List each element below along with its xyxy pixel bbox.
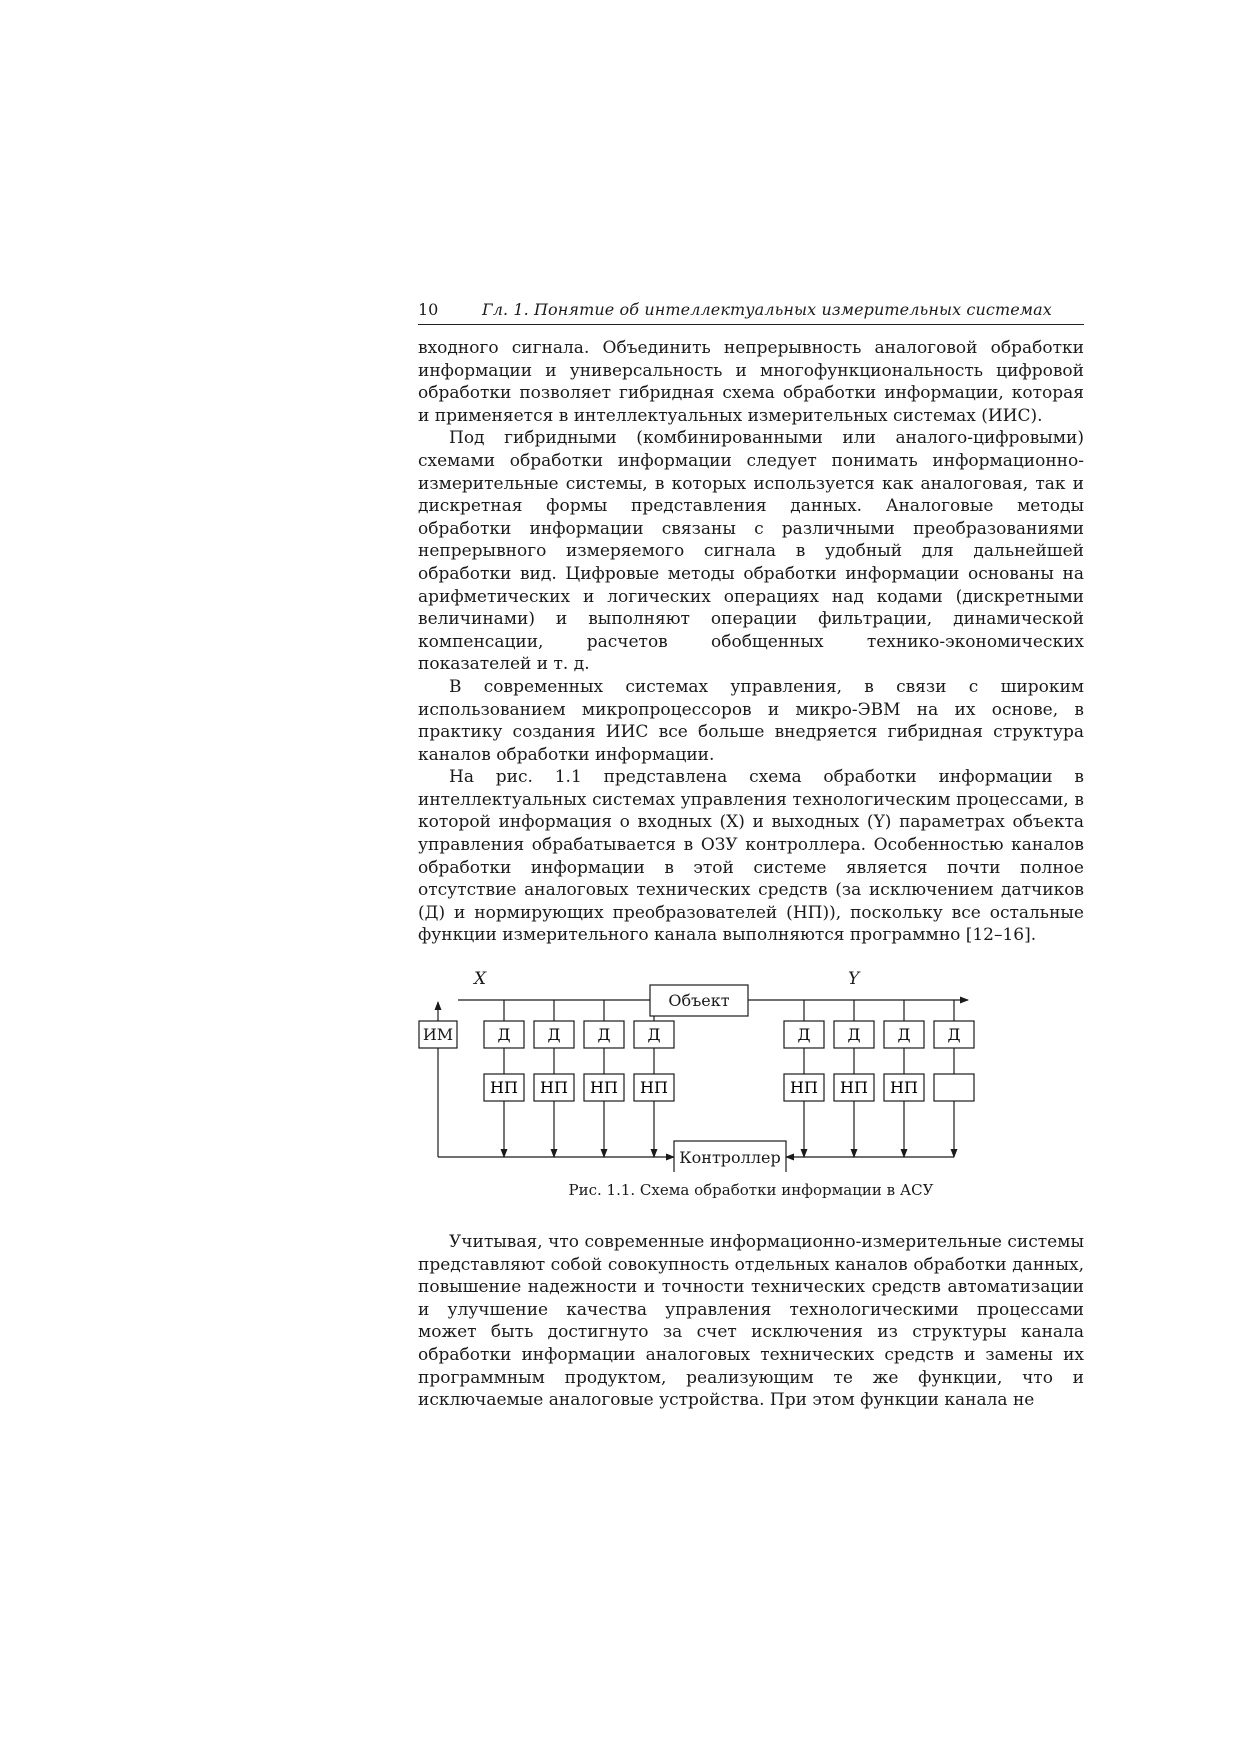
sensor-label: Д (597, 1025, 611, 1045)
converter-label: НП (640, 1078, 668, 1098)
sensor-label: Д (547, 1025, 561, 1045)
sensor-label: Д (897, 1025, 911, 1045)
converter-label: НП (490, 1078, 518, 1098)
output-y-label: Y (848, 969, 860, 990)
converter-block-empty (934, 1074, 974, 1101)
converter-label: НП (590, 1078, 618, 1098)
actuator-label: ИМ (422, 1025, 454, 1045)
body-text (418, 337, 1084, 947)
running-head (418, 298, 1084, 325)
paragraph: Под гибридными (комбинированными или аналого-цифровыми) схемами обработки информации следует понимать информационно-измерительные системы, в которых используется как аналоговая, так и дискретная формы представления данных. Аналоговые методы обработки информации связаны с различными преобразованиями непрерывного измеряемого сигнала в удобный для дальнейшей обработки вид. Цифровые методы обработки информации основаны на арифметических и логических операциях над кодами (дискретными величинами) и выполняют операции фильтрации, динамической компенсации, расчетов обобщенных технико-экономических показателей и т. д. (418, 428, 1084, 675)
sensor-label: Д (497, 1025, 511, 1045)
converter-label: НП (790, 1078, 818, 1098)
converter-label: НП (540, 1078, 568, 1098)
controller-label: Контроллер (679, 1148, 781, 1168)
chapter-title: Гл. 1. Понятие об интеллектуальных измерительных системах (482, 300, 1052, 319)
body-text-continued (418, 1231, 1084, 1412)
converter-label: НП (890, 1078, 918, 1098)
figure-1-1 (418, 957, 1084, 1217)
sensor-label: Д (647, 1025, 661, 1045)
figure-caption: Рис. 1.1. Схема обработки информации в АСУ (568, 1181, 934, 1200)
paragraph: В современных системах управления, в связи с широким использованием микропроцессоров и микро-ЭВМ на их основе, в практику создания ИИС все больше внедряется гибридная структура каналов обработки информации. (418, 676, 1084, 765)
input-x-label: X (474, 969, 487, 990)
block-diagram (418, 957, 1084, 1172)
sensor-label: Д (847, 1025, 861, 1045)
sensor-label: Д (947, 1025, 961, 1045)
paragraph: входного сигнала. Объединить непрерывность аналоговой обработки информации и универсальность и многофункциональность цифровой обработки позволяет гибридная схема обработки информации, которая и применяется в интеллектуальных измерительных системах (ИИС). (418, 338, 1084, 426)
object-label: Объект (668, 991, 730, 1011)
converter-blocks (484, 1074, 974, 1101)
book-page (418, 298, 1084, 1412)
sensor-blocks (484, 1021, 974, 1048)
paragraph: Учитывая, что современные информационно-измерительные системы представляют собой совокупность отдельных каналов обработки данных, повышение надежности и точности технических средств автоматизации и улучшение качества управления технологическими процессами может быть достигнуто за счет исключения из структуры канала обработки информации аналоговых технических средств и замены их программным продуктом, реализующим те же функции, что и исключаемые аналоговые устройства. При этом функции канала не (418, 1232, 1084, 1411)
converter-label: НП (840, 1078, 868, 1098)
page-number: 10 (418, 300, 439, 319)
paragraph: На рис. 1.1 представлена схема обработки информации в интеллектуальных системах управления технологическим процессами, в которой информация о входных (X) и выходных (Y) параметрах объекта управления обрабатывается в ОЗУ контроллера. Особенностью каналов обработки информации в этой системе является почти полное отсутствие аналоговых технических средств (за исключением датчиков (Д) и нормирующих преобразователей (НП)), поскольку все остальные функции измерительного канала выполняются программно [12–16]. (418, 767, 1084, 946)
sensor-label: Д (797, 1025, 811, 1045)
